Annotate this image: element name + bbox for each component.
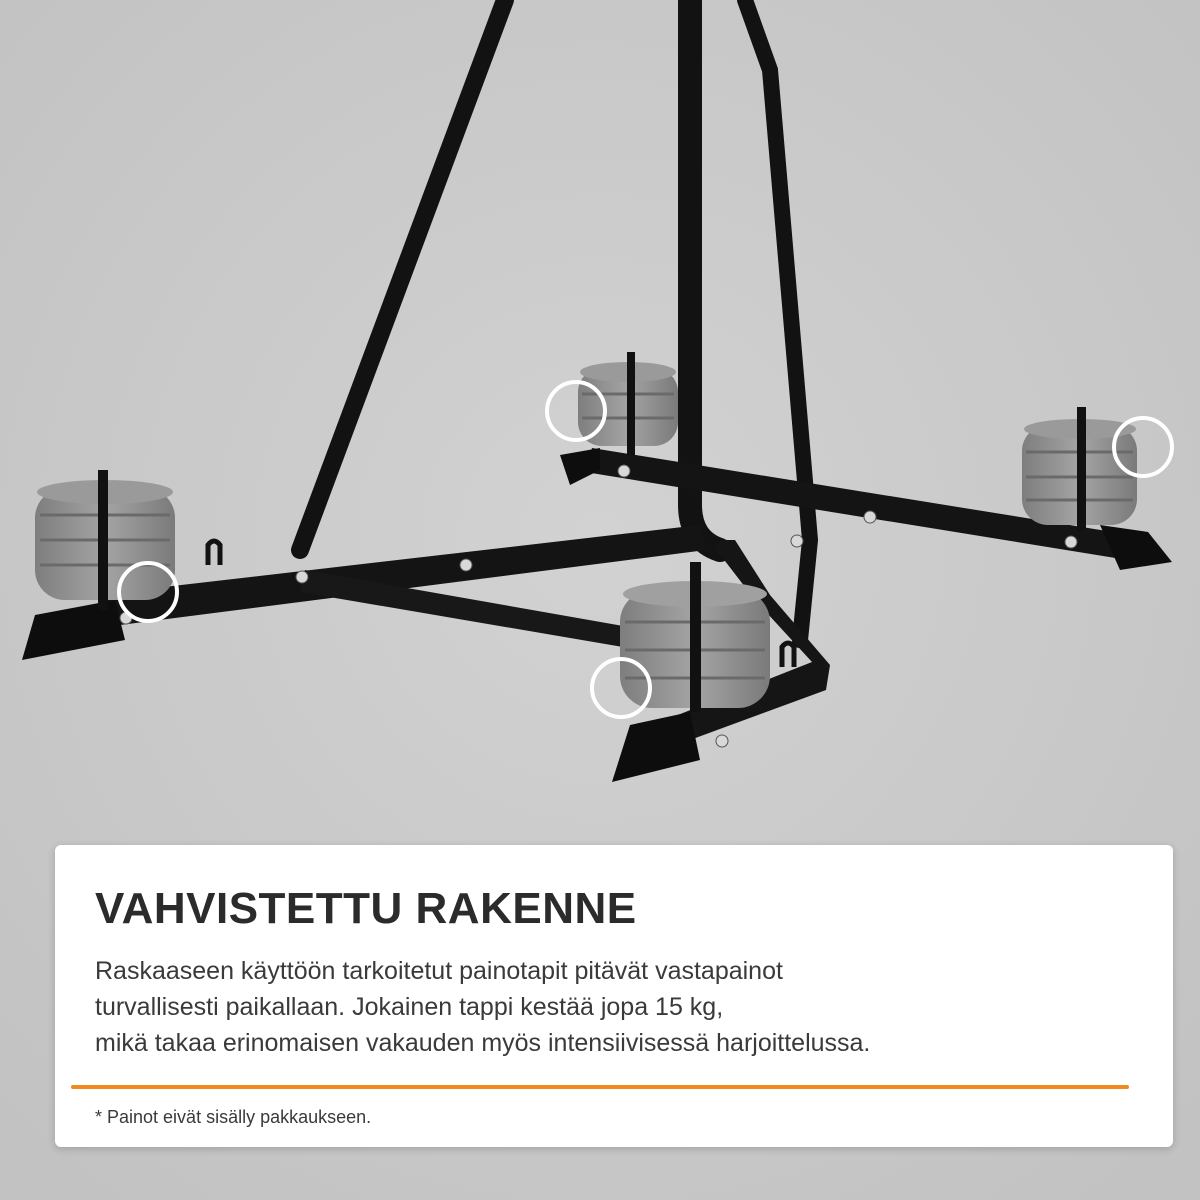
card-description-line: mikä takaa erinomaisen vakauden myös intensiivisessä harjoittelussa. bbox=[95, 1029, 871, 1057]
card-description bbox=[95, 953, 1135, 1061]
card-description-line: Raskaaseen käyttöön tarkoitetut painotapit pitävät vastapainot bbox=[95, 957, 783, 985]
info-card bbox=[55, 845, 1173, 1147]
weight-stack-back bbox=[578, 352, 678, 456]
card-footnote: * Painot eivät sisälly pakkaukseen. bbox=[95, 1107, 372, 1127]
weight-stack-right bbox=[1022, 407, 1137, 531]
card-description-line: turvallisesti paikallaan. Jokainen tappi kestää jopa 15 kg, bbox=[95, 993, 724, 1021]
accent-divider bbox=[71, 1085, 1129, 1089]
weight-stack-left bbox=[35, 470, 175, 610]
card-title: VAHVISTETTU RAKENNE bbox=[95, 884, 637, 933]
